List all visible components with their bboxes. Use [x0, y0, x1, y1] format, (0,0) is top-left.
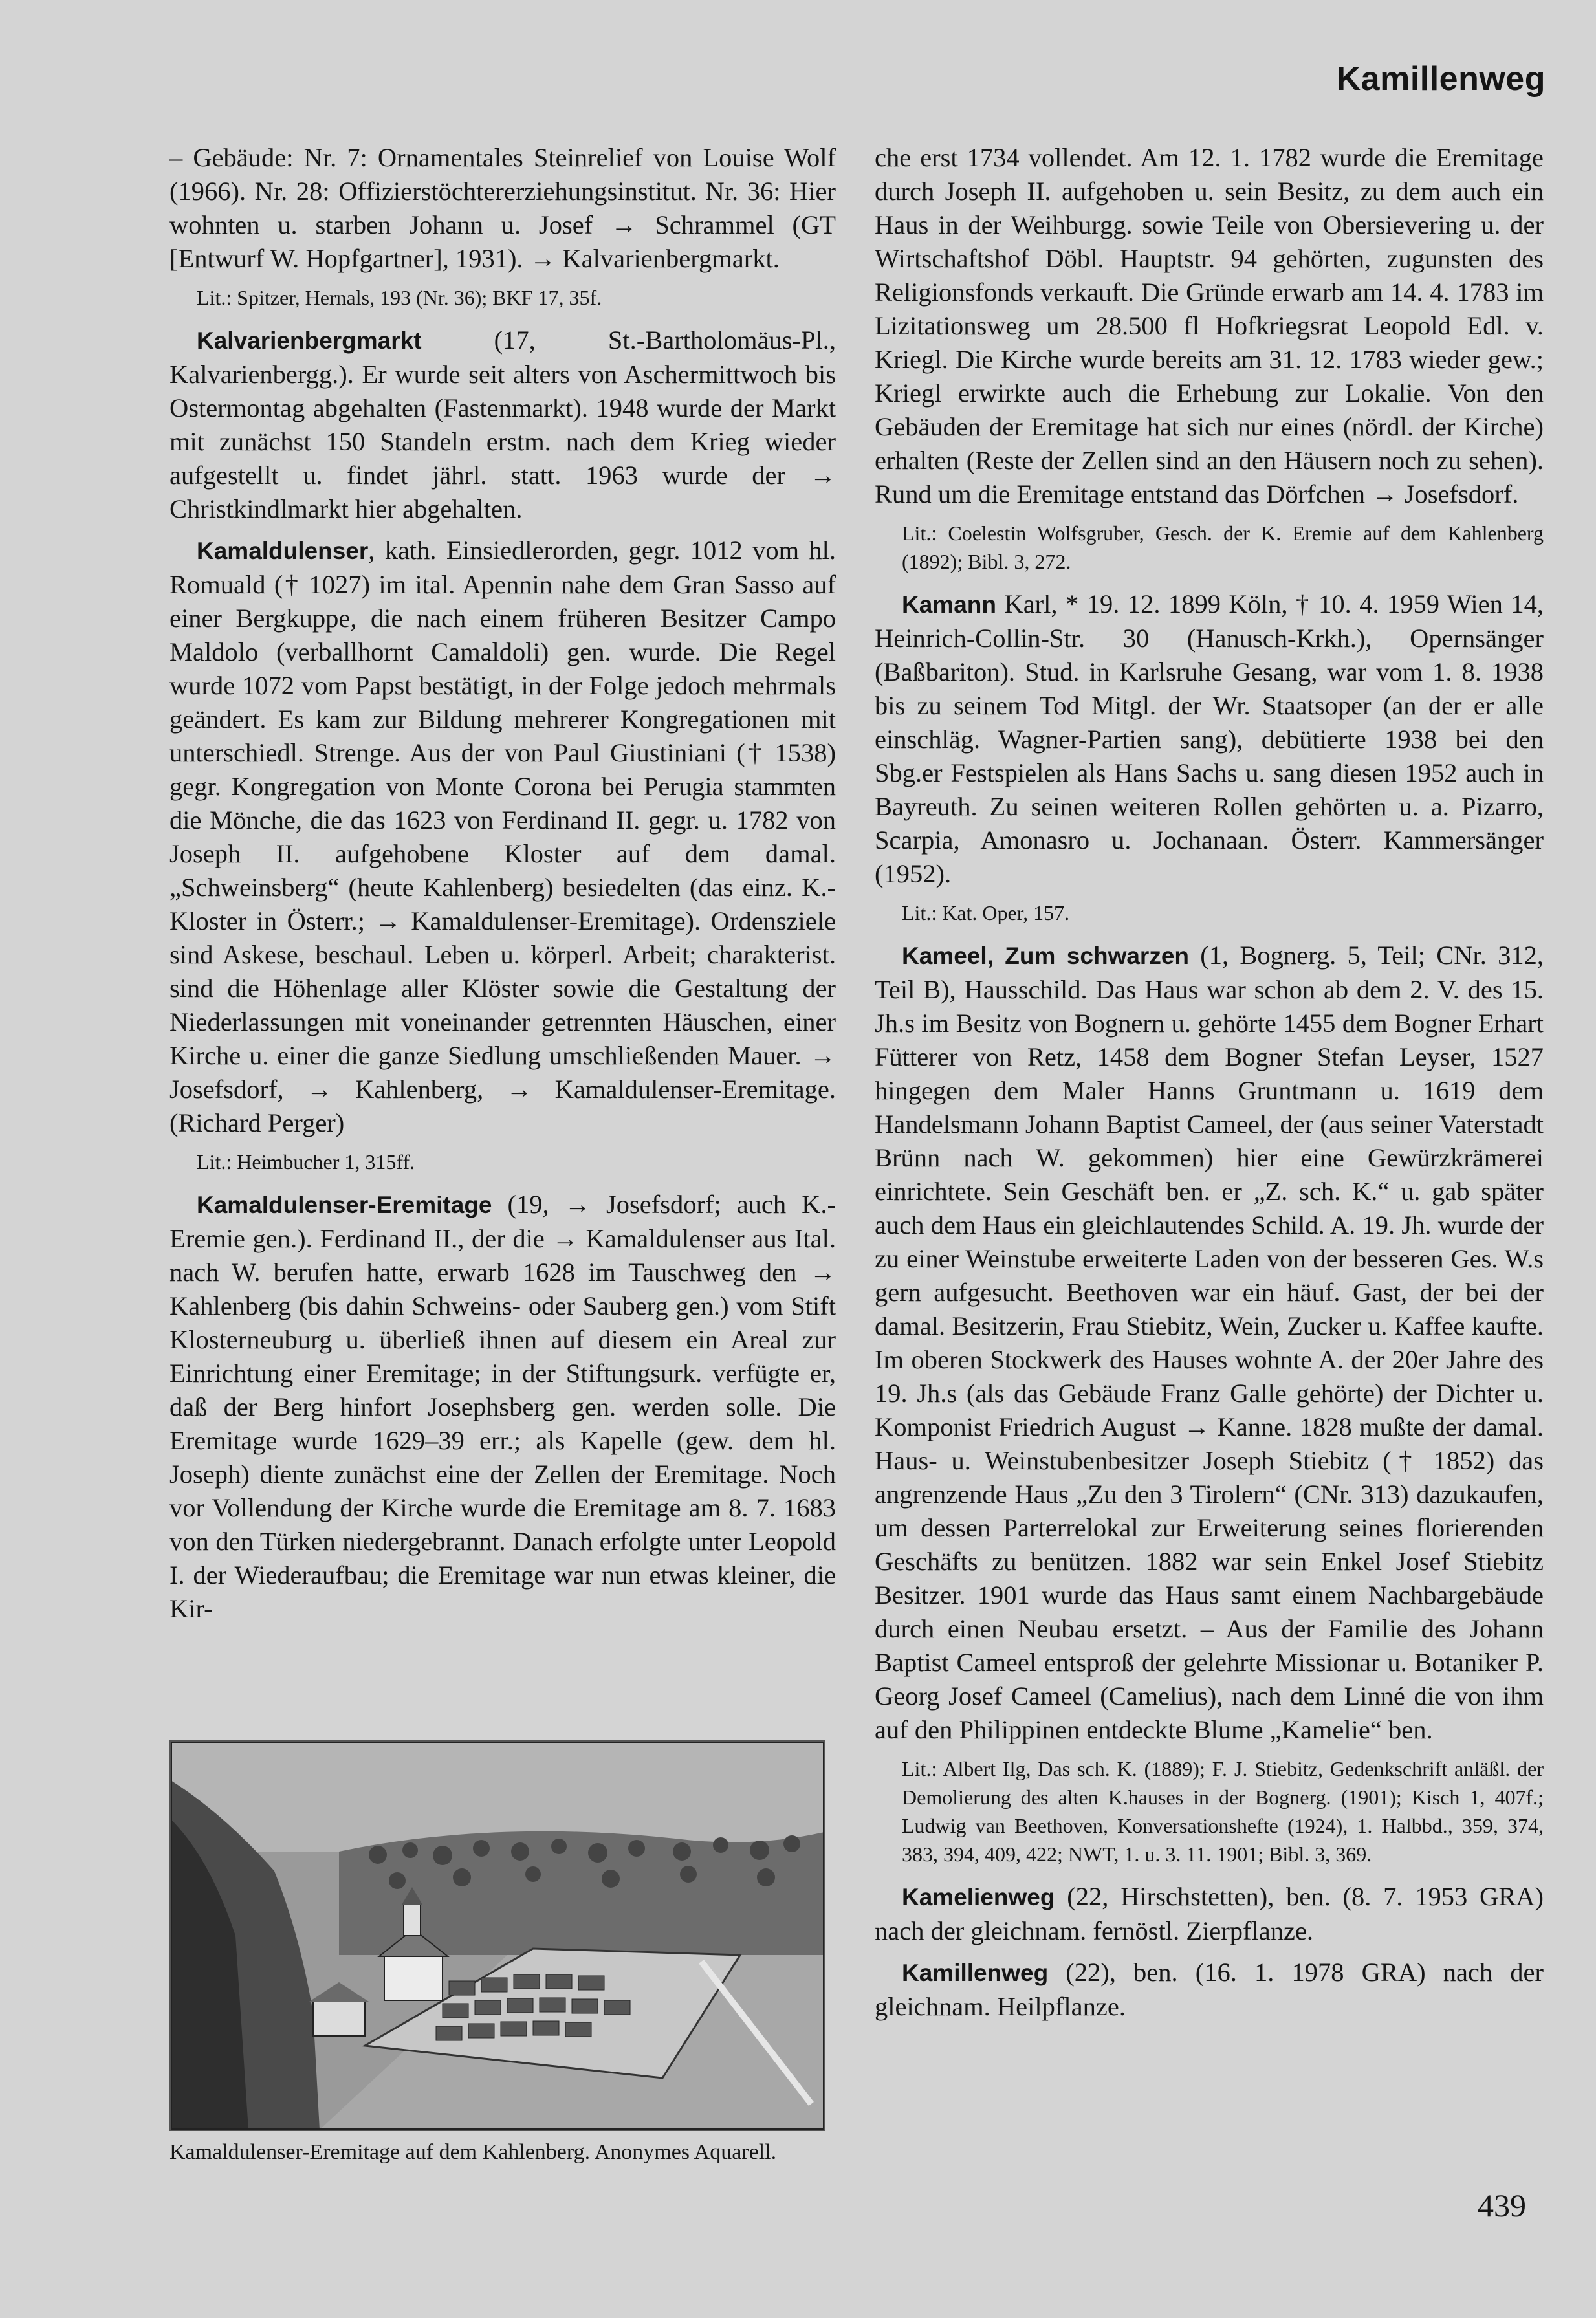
paragraph-gebaeude: – Gebäude: Nr. 7: Ornamentales Steinrelief von Louise Wolf (1966). Nr. 28: Offizierstöchtererziehungsinstitut. Nr. 36: Hier wohnten u. starben Johann u. Josef → Schrammel (GT [Entwurf W. Hopfgartner], 1931). → Kalvarienbergmarkt.: [169, 143, 836, 273]
literature-note: Lit.: Heimbucher 1, 315ff.: [197, 1150, 415, 1174]
headword: Kamaldulenser: [197, 538, 369, 564]
entry-text: (19, → Josefsdorf; auch K.-Eremie gen.). Ferdinand II., der die → Kamaldulenser aus Ital. nach W. berufen hatte, erwarb 1628 im Tauschweg den → Kahlenberg (bis dahin Schweins- oder Sauberg gen.) vom Stift Klosterneuburg u. überließ ihnen auf diesem ein Areal zur Einrichtung einer Eremitage; in der Stiftungsurk. verfügte er, daß der Berg hinfort Josephsberg gen. werden solle. Die Eremitage wurde 1629–39 err.; als Kapelle (gew. dem hl. Joseph) diente zunächst eine der Zellen der Eremitage. Noch vor Vollendung der Kirche wurde die Eremitage am 8. 7. 1683 von den Türken niedergebrannt. Danach erfolgte unter Leopold I. der Wiederaufbau; die Eremitage war nun etwas kleiner, die Kir-: [169, 1190, 836, 1623]
figure-watercolor-image: [169, 1740, 825, 2131]
headword: Kameel, Zum schwarzen: [902, 943, 1190, 969]
literature-note: Lit.: Spitzer, Hernals, 193 (Nr. 36); BKF 17, 35f.: [197, 286, 602, 309]
left-column: [169, 141, 836, 1634]
entry-kameel: [875, 939, 1544, 1747]
headword: Kalvarienbergmarkt: [197, 327, 422, 354]
entry-kamann: [875, 587, 1544, 891]
right-column: [875, 141, 1544, 2031]
hermitage-illustration: [171, 1742, 824, 2130]
paragraph-continuation: che erst 1734 vollendet. Am 12. 1. 1782 wurde die Eremitage durch Joseph II. aufgehoben u. sein Besitz, zu dem auch ein Haus in der Weihburgg. sowie Teile von Obersievering u. der Wirtschaftshof Döbl. Hauptstr. 94 gehörten, zugunsten des Religionsfonds verkauft. Die Gründe erwarb am 14. 4. 1783 im Lizitationsweg um 28.500 fl Hofkriegsrat Leopold Edl. v. Kriegl. Die Kirche wurde bereits am 31. 12. 1783 wieder gew.; Kriegl erwirkte auch die Erhebung zur Lokalie. Von den Gebäuden der Eremitage hat sich nur eines (nördl. der Kirche) erhalten (Reste der Zellen sind an den Häusern noch zu sehen). Rund um die Eremitage entstand das Dörfchen → Josefsdorf.: [875, 143, 1544, 508]
headword: Kamaldulenser-Eremitage: [197, 1192, 492, 1218]
entry-kamaldulenser: [169, 534, 836, 1140]
entry-text: Karl, * 19. 12. 1899 Köln, † 10. 4. 1959 Wien 14, Heinrich-Collin-Str. 30 (Hanusch-Krkh.), Opernsänger (Baßbariton). Stud. in Karlsruhe Gesang, war vom 1. 8. 1938 bis zu seinem Tod Mitgl. der Wr. Staatsoper (an der er alle einschläg. Wagner-Partien sang), debütierte 1938 bei den Sbg.er Festspielen als Hans Sachs u. sang diesen 1952 auch in Bayreuth. Zu seinen weiteren Rollen gehörten u. a. Pizarro, Scarpia, Amonasro u. Jochanaan. Österr. Kammersänger (1952).: [875, 589, 1544, 888]
running-head: Kamillenweg: [1336, 60, 1546, 98]
page-number: 439: [1478, 2187, 1526, 2224]
headword: Kamillenweg: [902, 1960, 1049, 1986]
entry-text: (1, Bognerg. 5, Teil; CNr. 312, Teil B), Hausschild. Das Haus war schon ab dem 2. V. des 15. Jh.s im Besitz von Bognern u. gehörte 1455 dem Bogner Erhart Fütterer von Retz, 1458 dem Bogner Stefan Leyser, 1527 hingegen dem Maler Hanns Gruntmann u. 1619 dem Handelsmann Johann Baptist Cameel, der (aus seiner Vaterstadt Brünn nach W. gekommen) hier eine Gewürzkrämerei einrichtete. Sein Geschäft ben. er „Z. sch. K.“ u. gab später auch dem Haus ein gleichlautendes Schild. A. 19. Jh. wurde der zu einer Weinstube erweiterte Laden von der besseren Ges. W.s gern aufgesucht. Beethoven war ein häuf. Gast, der bei der damal. Besitzerin, Frau Stiebitz, Wein, Zucker u. Kaffee kaufte. Im oberen Stockwerk des Hauses wohnte A. der 20er Jahre des 19. Jh.s (als das Gebäude Franz Galle gehörte) der Dichter u. Komponist Friedrich August → Kanne. 1828 mußte der damal. Haus- u. Weinstubenbesitzer Joseph Stiebitz († 1852) das angrenzende Haus „Zu den 3 Tirolern“ (CNr. 313) dazukaufen, um dessen Parterrelokal zur Erweiterung seines florierenden Geschäfts zu benützen. 1882 war sein Enkel Josef Stiebitz Besitzer. 1901 wurde das Haus samt einem Nachbargebäude durch einen Neubau ersetzt. – Aus der Familie des Johann Baptist Cameel entsproß der gelehrte Missionar u. Botaniker P. Georg Josef Cameel (Camelius), nach dem Linné die von ihm auf den Philippinen entdeckte Blume „Kamelie“ ben.: [875, 941, 1544, 1744]
entry-kamelienweg: [875, 1880, 1544, 1948]
figure-caption: Kamaldulenser-Eremitage auf dem Kahlenberg. Anonymes Aquarell.: [169, 2140, 777, 2164]
entry-kamillenweg: [875, 1956, 1544, 2024]
headword: Kamelienweg: [902, 1884, 1055, 1910]
literature-note: Lit.: Kat. Oper, 157.: [902, 901, 1070, 924]
entry-text: , kath. Einsiedlerorden, gegr. 1012 vom hl. Romuald († 1027) im ital. Apennin nahe dem Gran Sasso auf einer Bergkuppe, die nach einem früheren Besitzer Campo Maldolo (verballhornt Camaldoli) gen. wurde. Die Regel wurde 1072 vom Papst bestätigt, in der Folge jedoch mehrmals geändert. Es kam zur Bildung mehrerer Kongregationen mit unterschiedl. Strenge. Aus der von Paul Giustiniani († 1538) gegr. Kongregation von Monte Corona bei Perugia stammten die Mönche, die das 1623 von Ferdinand II. gegr. u. 1782 von Joseph II. aufgehobene Kloster auf dem damal. „Schweinsberg“ (heute Kahlenberg) besiedelten (das einz. K.-Kloster in Österr.; → Kamaldulenser-Eremitage). Ordensziele sind Askese, beschaul. Leben u. körperl. Arbeit; charakterist. sind die Höhenlage aller Klöster sowie die Gestaltung der Niederlassungen mit voneinander getrennten Häuschen, einer Kirche u. einer die ganze Siedlung umschließenden Mauer. → Josefsdorf, → Kahlenberg, → Kamaldulenser-Eremitage. (Richard Perger): [169, 536, 836, 1137]
literature-note: Lit.: Albert Ilg, Das sch. K. (1889); F. J. Stiebitz, Gedenkschrift anläßl. der Demolierung des alten K.hauses in der Bognerg. (1901); Kisch 1, 407f.; Ludwig van Beethoven, Konversationshefte (1924), 1. Halbbd., 359, 374, 383, 394, 409, 422; NWT, 1. u. 3. 11. 1901; Bibl. 3, 369.: [902, 1757, 1544, 1866]
entry-text: (17, St.-Bartholomäus-Pl., Kalvarienbergg.). Er wurde seit alters von Aschermittwoch bis Ostermontag abgehalten (Fastenmarkt). 1948 wurde der Markt mit zunächst 150 Standeln erstm. nach dem Krieg wieder aufgestellt u. findet jährl. statt. 1963 wurde der → Christkindlmarkt hier abgehalten.: [169, 325, 836, 523]
literature-note: Lit.: Coelestin Wolfsgruber, Gesch. der K. Eremie auf dem Kahlenberg (1892); Bibl. 3, 272.: [902, 521, 1544, 573]
entry-text: (22), ben. (16. 1. 1978 GRA) nach der gleichnam. Heilpflanze.: [875, 1958, 1544, 2021]
entry-kalvarienbergmarkt: [169, 323, 836, 526]
headword: Kamann: [902, 591, 996, 618]
entry-kamaldulenser-eremitage: [169, 1188, 836, 1626]
entry-text: (22, Hirschstetten), ben. (8. 7. 1953 GRA) nach der gleichnam. fernöstl. Zierpflanze.: [875, 1882, 1544, 1945]
